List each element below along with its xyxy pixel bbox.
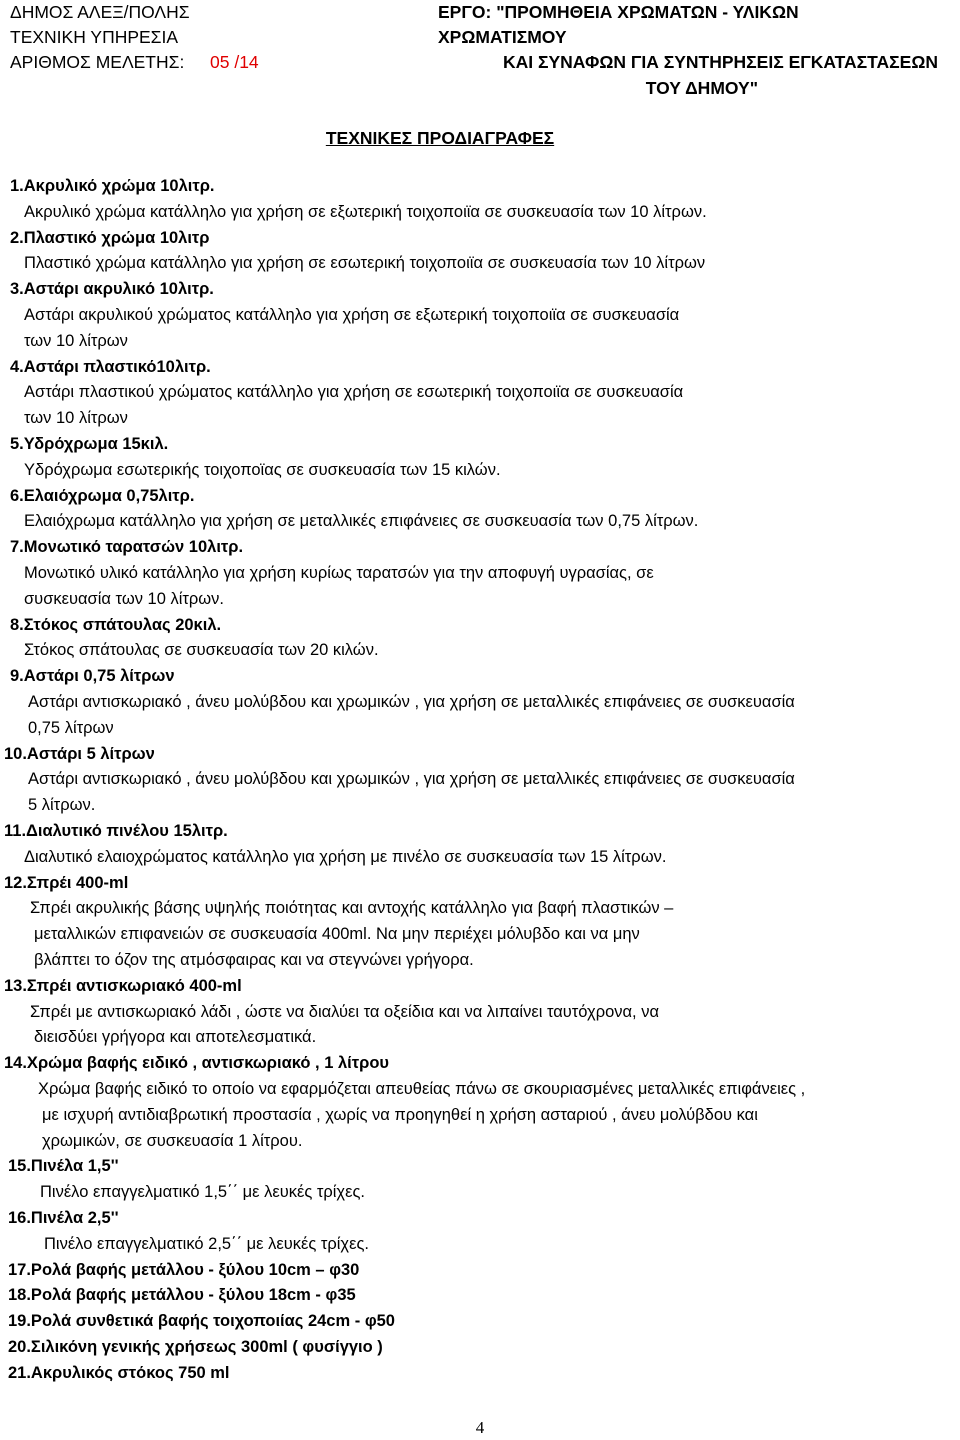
spec-item-heading: 11.Διαλυτικό πινέλου 15λιτρ. bbox=[4, 822, 228, 840]
spec-item-heading: 20.Σιλικόνη γενικής χρήσεως 300ml ( φυσίγγιο ) bbox=[8, 1338, 383, 1356]
spec-item-description: Σπρέι με αντισκωριακό λάδι , ώστε να διαλύει τα οξείδια και να λιπαίνει ταυτόχρονα, να bbox=[30, 1002, 660, 1021]
spec-item-heading: 14.Χρώμα βαφής ειδικό , αντισκωριακό , 1 λίτρου bbox=[4, 1054, 390, 1073]
spec-item-heading: 5.Υδρόχρωμα 15κιλ. bbox=[10, 435, 169, 453]
spec-item-heading: 19.Ρολά συνθετικά βαφής τοιχοποιίας 24cm - φ50 bbox=[8, 1312, 395, 1331]
spec-item-description: Ακρυλικό χρώμα κατάλληλο για χρήση σε εξωτερική τοιχοποιϊα σε συσκευασία των 10 λίτρων. bbox=[24, 202, 707, 221]
spec-item-description: μεταλλικών επιφανειών σε συσκευασία 400ml. Να μην περιέχει μόλυβδο και να μην bbox=[34, 925, 640, 944]
spec-item-description: Μονωτικό υλικό κατάλληλο για χρήση κυρίως ταρατσών για την αποφυγή υγρασίας, σε bbox=[24, 564, 654, 582]
project-line-1 bbox=[438, 0, 799, 25]
spec-item-heading: 16.Πινέλα 2,5'' bbox=[8, 1209, 119, 1227]
spec-item-description: Αστάρι αντισκωριακό , άνευ μολύβδου και χρωμικών , για χρήση σε μεταλλικές επιφάνειες σε συσκευασία bbox=[28, 693, 795, 711]
project-title-1: "ΠΡΟΜΗΘΕΙΑ ΧΡΩΜΑΤΩΝ - ΥΛΙΚΩΝ bbox=[496, 2, 799, 22]
spec-item-heading: 9.Αστάρι 0,75 λίτρων bbox=[10, 667, 175, 686]
spec-item-heading: 1.Ακρυλικό χρώμα 10λιτρ. bbox=[10, 177, 215, 195]
spec-item-description: Πινέλο επαγγελματικό 2,5΄΄ με λευκές τρίχες. bbox=[44, 1234, 369, 1253]
spec-item-description: Χρώμα βαφής ειδικό το οποίο να εφαρμόζεται απευθείας πάνω σε σκουριασμένες μεταλλικές επιφάνειες , bbox=[38, 1080, 806, 1098]
spec-item-heading: 13.Σπρέι αντισκωριακό 400-ml bbox=[4, 976, 242, 995]
spec-item-description: Διαλυτικό ελαιοχρώματος κατάλληλο για χρήση με πινέλο σε συσκευασία των 15 λίτρων. bbox=[24, 847, 667, 866]
spec-item-description: Αστάρι αντισκωριακό , άνευ μολύβδου και χρωμικών , για χρήση σε μεταλλικές επιφάνειες σε συσκευασία bbox=[28, 770, 795, 789]
spec-item-heading: 15.Πινέλα 1,5'' bbox=[8, 1157, 119, 1176]
spec-item-description: διεισδύει γρήγορα και αποτελεσματικά. bbox=[34, 1028, 317, 1047]
spec-item-heading: 21.Ακρυλικός στόκος 750 ml bbox=[8, 1363, 230, 1382]
spec-item-heading: 4.Αστάρι πλαστικό10λιτρ. bbox=[10, 357, 211, 376]
project-line-3: ΚΑΙ ΣΥΝΑΦΩΝ ΓΙΑ ΣΥΝΤΗΡΗΣΕΙΣ ΕΓΚΑΤΑΣΤΑΣΕΩΝ bbox=[502, 52, 938, 72]
study-number-label: ΑΡΙΘΜΟΣ ΜΕΛΕΤΗΣ: bbox=[10, 52, 185, 72]
study-number: 05 /14 bbox=[210, 52, 259, 72]
spec-item-description: 0,75 λίτρων bbox=[28, 718, 114, 737]
spec-item-heading: 2.Πλαστικό χρώμα 10λιτρ bbox=[10, 228, 210, 247]
spec-item-description: χρωμικών, σε συσκευασία 1 λίτρου. bbox=[42, 1131, 303, 1150]
spec-item-description: Αστάρι ακρυλικού χρώματος κατάλληλο για χρήση σε εξωτερική τοιχοποιϊα σε συσκευασία bbox=[24, 306, 680, 324]
spec-item-heading: 8.Στόκος σπάτουλας 20κιλ. bbox=[10, 615, 222, 634]
municipality-name: ΔΗΜΟΣ ΑΛΕΞ/ΠΟΛΗΣ bbox=[10, 2, 190, 22]
page-title: ΤΕΧΝΙΚΕΣ ΠΡΟΔΙΑΓΡΑΦΕΣ bbox=[325, 128, 555, 148]
spec-item-description: συσκευασία των 10 λίτρων. bbox=[24, 589, 225, 608]
spec-item-heading: 7.Μονωτικό ταρατσών 10λιτρ. bbox=[10, 538, 244, 557]
spec-item-description: βλάπτει το όζον της ατμόσφαιρας και να στεγνώνει γρήγορα. bbox=[34, 951, 474, 969]
project-line-2: ΧΡΩΜΑΤΙΣΜΟΥ bbox=[438, 27, 567, 47]
spec-item-description: Αστάρι πλαστικού χρώματος κατάλληλο για χρήση σε εσωτερική τοιχοποιϊα σε συσκευασία bbox=[24, 383, 684, 402]
spec-item-description: Πλαστικό χρώμα κατάλληλο για χρήση σε εσωτερική τοιχοποιϊα σε συσκευασία των 10 λίτρων bbox=[24, 254, 706, 273]
project-label: ΕΡΓΟ: bbox=[438, 2, 492, 22]
spec-item-heading: 10.Αστάρι 5 λίτρων bbox=[4, 744, 155, 763]
spec-item-description: 5 λίτρων. bbox=[28, 796, 96, 815]
department-name: ΤΕΧΝΙΚΗ ΥΠΗΡΕΣΙΑ bbox=[10, 27, 179, 47]
spec-item-description: Σπρέι ακρυλικής βάσης υψηλής ποιότητας και αντοχής κατάλληλο για βαφή πλαστικών – bbox=[30, 899, 674, 918]
spec-item-description: Πινέλο επαγγελματικό 1,5΄΄ με λευκές τρίχες. bbox=[40, 1183, 365, 1202]
page-number: 4 bbox=[475, 1418, 485, 1437]
spec-item-description: Στόκος σπάτουλας σε συσκευασία των 20 κιλών. bbox=[24, 641, 379, 660]
spec-item-description: Υδρόχρωμα εσωτερικής τοιχοποϊας σε συσκευασία των 15 κιλών. bbox=[24, 460, 501, 479]
spec-item-description: των 10 λίτρων bbox=[24, 331, 128, 350]
spec-item-description: των 10 λίτρων bbox=[24, 409, 128, 428]
spec-item-heading: 18.Ρολά βαφής μετάλλου - ξύλου 18cm - φ35 bbox=[8, 1286, 356, 1305]
spec-item-heading: 6.Ελαιόχρωμα 0,75λιτρ. bbox=[10, 486, 195, 505]
spec-item-description: με ισχυρή αντιδιαβρωτική προστασία , χωρίς να προηγηθεί η χρήση ασταριού , άνευ μολύβδου και bbox=[42, 1105, 758, 1124]
project-line-4: ΤΟΥ ΔΗΜΟΥ" bbox=[645, 78, 758, 98]
spec-item-heading: 12.Σπρέι 400-ml bbox=[4, 873, 129, 892]
spec-item-description: Ελαιόχρωμα κατάλληλο για χρήση σε μεταλλικές επιφάνειες σε συσκευασία των 0,75 λίτρων. bbox=[24, 512, 699, 531]
spec-item-heading: 17.Ρολά βαφής μετάλλου - ξύλου 10cm – φ30 bbox=[8, 1260, 360, 1279]
spec-item-heading: 3.Αστάρι ακρυλικό 10λιτρ. bbox=[10, 280, 214, 299]
